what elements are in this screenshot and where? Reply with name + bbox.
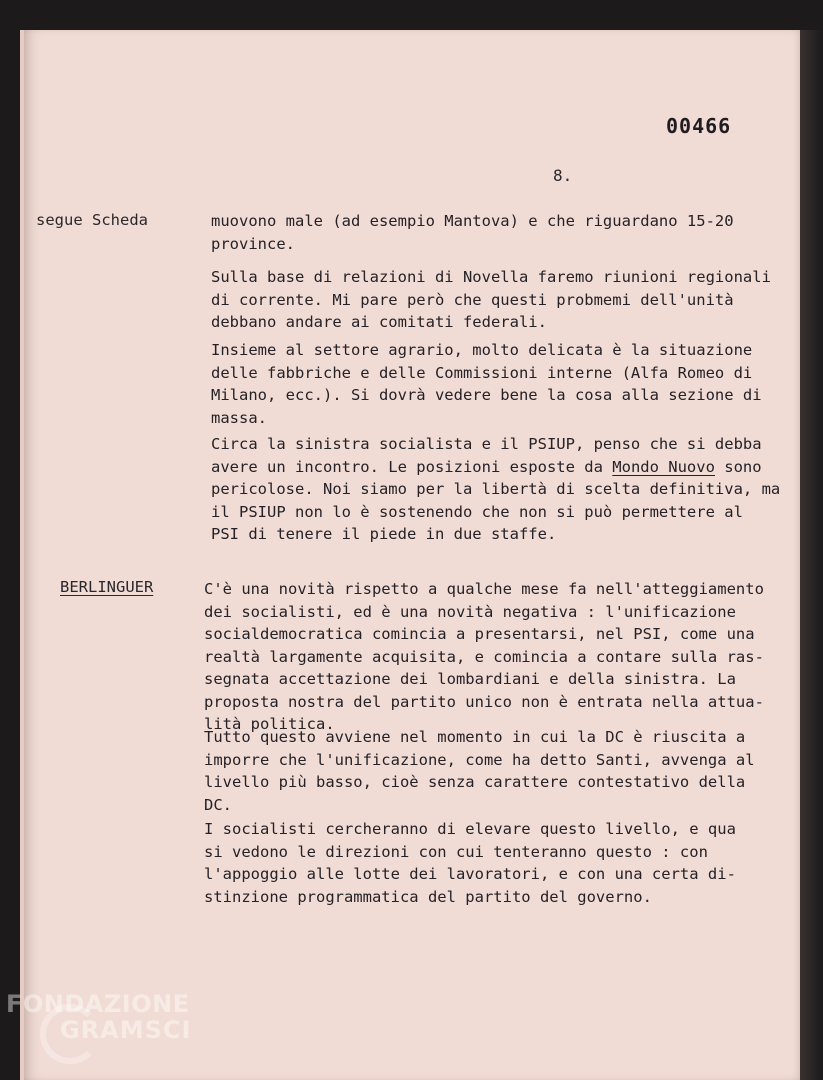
watermark-line-2: GRAMSCI xyxy=(60,1016,192,1044)
paragraph-6: Tutto questo avviene nel momento in cui la DC è riuscita a imporre che l'unificazione, come ha detto Santi, avvenga al livello più basso, cioè senza carattere contestativo della DC. xyxy=(204,728,755,814)
side-label-berlinguer: BERLINGUER xyxy=(60,578,154,596)
paragraph-2: Sulla base di relazioni di Novella faremo riunioni regionali di corrente. Mi pare però che questi probmemi dell'unità debbano andare ai comitati federali. xyxy=(211,268,771,331)
underlined-mondo-nuovo: Mondo Nuovo xyxy=(612,457,715,476)
paragraph-5: C'è una novità rispetto a qualche mese fa nell'atteggiamento dei socialisti, ed è una novità negativa : l'unificazione socialdemocratica comincia a presentarsi, nel PSI, come una realtà largamente acquisita, e comincia a contare sulla ras- segnata accettazione dei lombardiani e della sinistra. La proposta nostra del partito unico non è entrata nella attua- lità politica. xyxy=(204,580,764,733)
paragraph-3: Insieme al settore agrario, molto delicata è la situazione delle fabbriche e delle Commissioni interne (Alfa Romeo di Milano, ecc.). Si dovrà vedere bene la cosa alla sezione di massa. xyxy=(211,341,762,427)
page-number: 8. xyxy=(553,166,573,185)
gramsci-g-logo-icon xyxy=(40,1004,100,1064)
paragraph-4: Circa la sinistra socialista e il PSIUP, penso che si debba avere un incontro. Le posizioni esposte da Mondo Nuovo sono pericolose. Noi siamo per la libertà di scelta definitiva, ma il PSIUP non lo è sostenendo che non si può permettere al PSI di tenere il piede in due staffe. xyxy=(211,435,781,543)
paragraph-1: muovono male (ad esempio Mantova) e che riguardano 15-20 province. xyxy=(211,212,734,253)
page-shadow xyxy=(800,30,823,1080)
watermark-line-1: FONDAZIONE xyxy=(6,990,190,1018)
document-number: 00466 xyxy=(666,114,732,138)
fondazione-gramsci-watermark xyxy=(6,990,206,1044)
side-label-segue-scheda: segue Scheda xyxy=(36,211,148,229)
document-page xyxy=(24,30,800,1080)
paragraph-7: I socialisti cercheranno di elevare questo livello, e qua si vedono le direzioni con cui tenteranno questo : con l'appoggio alle lotte dei lavoratori, e con una certa di- stinzione programmatica del partito del governo. xyxy=(204,820,736,906)
